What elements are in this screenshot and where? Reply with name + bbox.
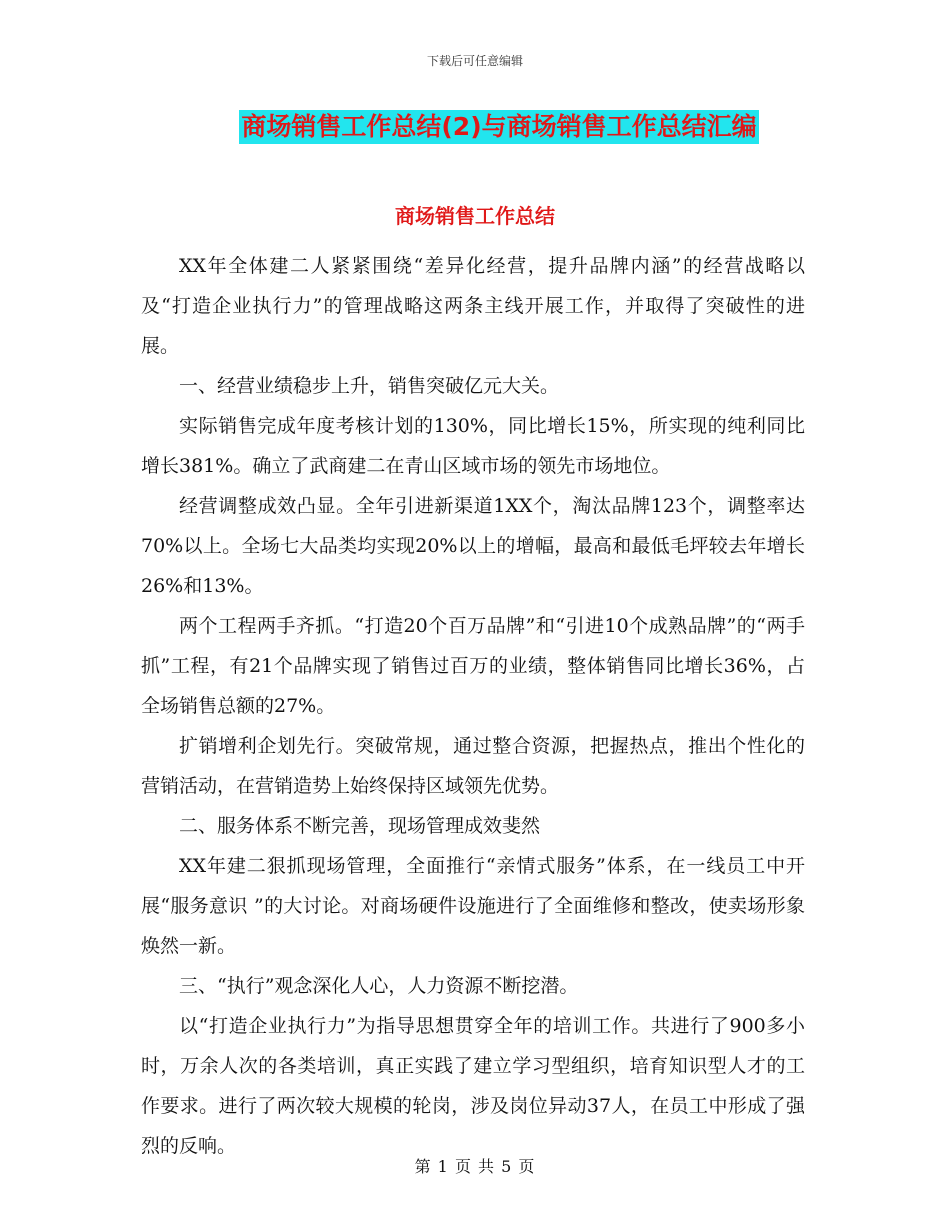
paragraph: 两个工程两手齐抓。“打造20个百万品牌”和“引进10个成熟品牌”的“两手抓”工程，有21个品牌实现了销售过百万的业绩，整体销售同比增长36%，占全场销售总额的27%。 <box>141 615 805 717</box>
page-number-label: 第 1 页 共 5 页 <box>414 1157 536 1176</box>
main-title: 商场销售工作总结(2)与商场销售工作总结汇编 <box>239 110 758 144</box>
paragraph-heading-1: 一、经营业绩稳步上升，销售突破亿元大关。 <box>179 375 560 397</box>
paragraph-heading-3: 三、“执行”观念深化人心，人力资源不断挖潜。 <box>179 975 579 997</box>
document-body <box>141 246 805 1166</box>
section-title: 商场销售工作总结 <box>395 204 555 228</box>
paragraph: 经营调整成效凸显。全年引进新渠道1XX个，淘汰品牌123个，调整率达70%以上。全场七大品类均实现20%以上的增幅，最高和最低毛坪较去年增长26%和13%。 <box>141 495 805 597</box>
paragraph-intro: XX年全体建二人紧紧围绕“差异化经营，提升品牌内涵”的经营战略以及“打造企业执行力”的管理战略这两条主线开展工作，并取得了突破性的进展。 <box>141 255 805 357</box>
paragraph: 以“打造企业执行力”为指导思想贯穿全年的培训工作。共进行了900多小时，万余人次的各类培训，真正实践了建立学习型组织，培育知识型人才的工作要求。进行了两次较大规模的轮岗，涉及岗位异动37人，在员工中形成了强烈的反响。 <box>141 1015 805 1157</box>
paragraph: XX年建二狠抓现场管理，全面推行“亲情式服务”体系，在一线员工中开展“服务意识 ”的大讨论。对商场硬件设施进行了全面维修和整改，使卖场形象焕然一新。 <box>141 855 805 957</box>
header-note: 下载后可任意编辑 <box>426 54 523 68</box>
paragraph: 实际销售完成年度考核计划的130%，同比增长15%，所实现的纯利同比增长381%。确立了武商建二在青山区域市场的领先市场地位。 <box>141 415 805 477</box>
main-title-container <box>0 110 950 144</box>
paragraph: 扩销增利企划先行。突破常规，通过整合资源，把握热点，推出个性化的营销活动，在营销造势上始终保持区域领先优势。 <box>141 735 805 797</box>
page-footer <box>0 1154 950 1177</box>
paragraph-heading-2: 二、服务体系不断完善，现场管理成效斐然 <box>179 815 541 837</box>
